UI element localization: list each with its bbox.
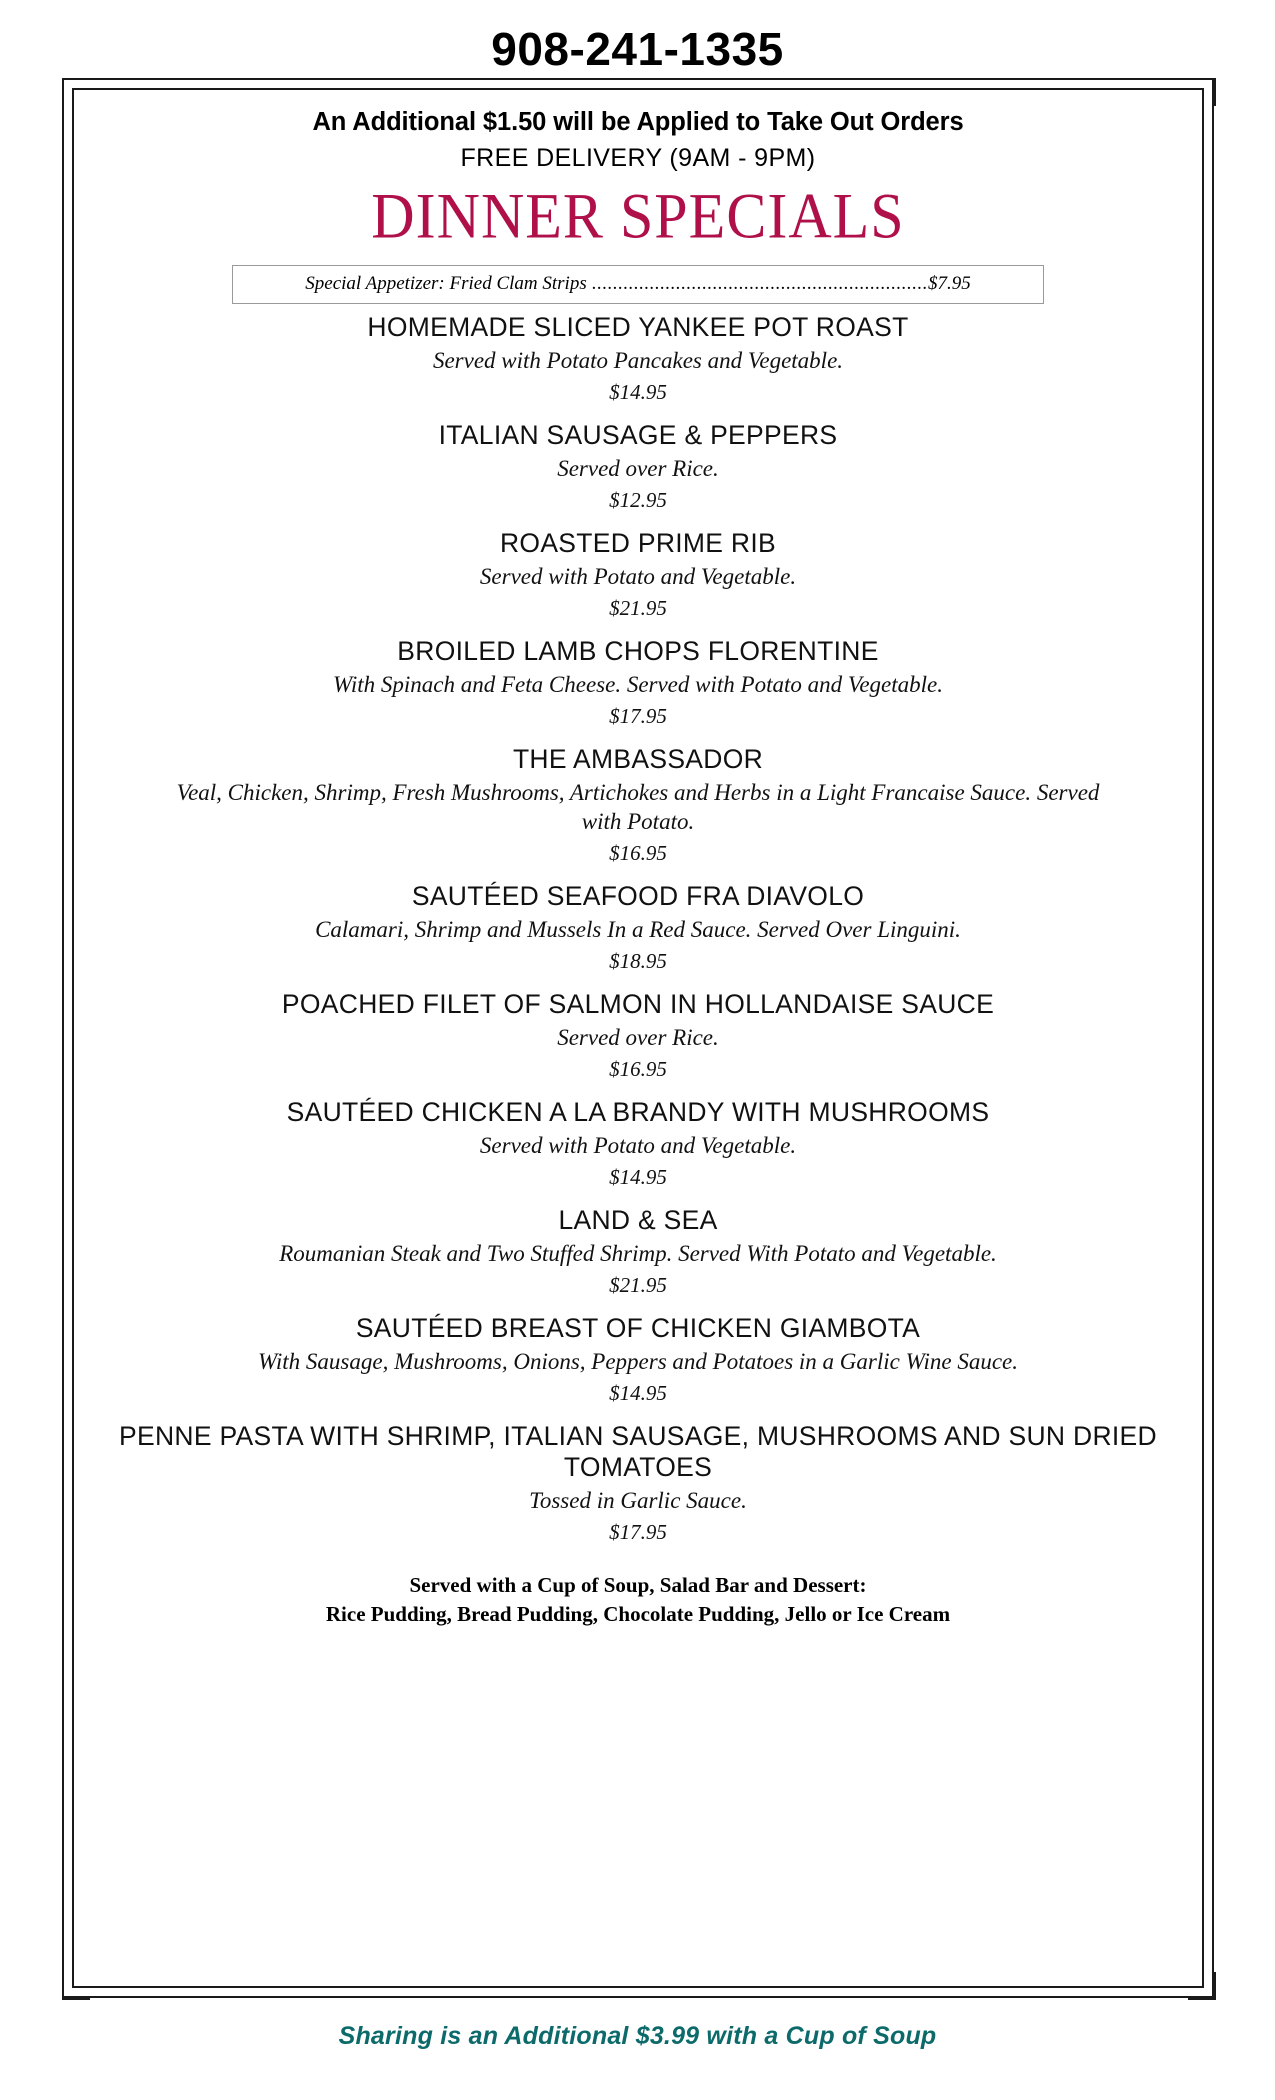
- menu-item-description: Calamari, Shrimp and Mussels In a Red Sauce. Served Over Linguini.: [315, 917, 961, 943]
- menu-item-name: SAUTÉED BREAST OF CHICKEN GIAMBOTA: [355, 1312, 921, 1343]
- menu-item-name: BROILED LAMB CHOPS FLORENTINE: [397, 636, 879, 667]
- menu-item: [92, 989, 1184, 1082]
- takeout-surcharge-note: An Additional $1.50 will be Applied to Take Out Orders: [312, 108, 964, 136]
- menu-item-name: LAND & SEA: [558, 1204, 718, 1235]
- special-appetizer-label: Special Appetizer: Fried Clam Strips: [305, 273, 587, 294]
- menu-item: [92, 312, 1184, 405]
- menu-item: [92, 1313, 1184, 1406]
- menu-item-price: $16.95: [609, 1056, 667, 1081]
- menu-item-name: SAUTÉED CHICKEN A LA BRANDY WITH MUSHROOMS: [286, 1096, 990, 1127]
- menu-item-name: ROASTED PRIME RIB: [499, 528, 777, 559]
- menu-item: [92, 1097, 1184, 1190]
- menu-item-name: SAUTÉED SEAFOOD FRA DIAVOLO: [411, 880, 865, 911]
- menu-item: [92, 744, 1184, 866]
- menu-item-price: $17.95: [609, 704, 667, 729]
- menu-item-name: THE AMBASSADOR: [512, 744, 764, 775]
- menu-item: [92, 636, 1184, 729]
- menu-item: [92, 420, 1184, 513]
- menu-item-price: $12.95: [609, 488, 667, 513]
- menu-item-description: Served with Potato and Vegetable.: [479, 564, 797, 590]
- menu-item-name: ITALIAN SAUSAGE & PEPPERS: [438, 420, 838, 451]
- menu-item-list: [92, 312, 1184, 1545]
- sharing-surcharge-note: Sharing is an Additional $3.99 with a Cup of Soup: [338, 2022, 937, 2050]
- menu-item-name: PENNE PASTA WITH SHRIMP, ITALIAN SAUSAGE, MUSHROOMS AND SUN DRIED TOMATOES: [119, 1420, 1157, 1483]
- menu-item-description: Veal, Chicken, Shrimp, Fresh Mushrooms, Artichokes and Herbs in a Light Francaise Sauce. Served with Potato.: [176, 780, 1100, 835]
- menu-item-price: $14.95: [609, 1164, 667, 1189]
- special-appetizer-dots: ................................................................: [586, 273, 928, 294]
- menu-item-description: Served over Rice.: [557, 456, 719, 482]
- menu-item-price: $17.95: [609, 1520, 667, 1545]
- page-title: DINNER SPECIALS: [371, 180, 905, 252]
- menu-item-description: Served over Rice.: [557, 1025, 719, 1051]
- menu-item: [92, 528, 1184, 621]
- menu-item-description: With Spinach and Feta Cheese. Served with Potato and Vegetable.: [332, 672, 944, 698]
- menu-item-price: $14.95: [609, 380, 667, 405]
- menu-item-description: Served with Potato Pancakes and Vegetable.: [432, 348, 844, 374]
- menu-item-price: $16.95: [609, 840, 667, 865]
- corner-ornament-bottom-left: [62, 1972, 90, 2000]
- menu-item-price: $18.95: [609, 948, 667, 973]
- includes-note-line-1: Served with a Cup of Soup, Salad Bar and Dessert:: [409, 1573, 867, 1598]
- includes-note: [92, 1571, 1184, 1628]
- menu-item: [92, 881, 1184, 974]
- corner-ornament-top-right: [1188, 78, 1216, 106]
- menu-item-description: Tossed in Garlic Sauce.: [529, 1488, 747, 1514]
- menu-item-description: Roumanian Steak and Two Stuffed Shrimp. Served With Potato and Vegetable.: [279, 1241, 997, 1267]
- menu-content: [92, 100, 1184, 1976]
- menu-item-description: With Sausage, Mushrooms, Onions, Peppers and Potatoes in a Garlic Wine Sauce.: [258, 1349, 1018, 1375]
- corner-ornament-bottom-right: [1188, 1972, 1216, 2000]
- special-appetizer-box: [232, 265, 1044, 304]
- special-appetizer-price: $7.95: [927, 273, 971, 294]
- restaurant-phone-number: 908-241-1335: [491, 23, 784, 75]
- menu-item: [92, 1205, 1184, 1298]
- free-delivery-note: FREE DELIVERY (9AM - 9PM): [460, 144, 816, 172]
- menu-item: [92, 1421, 1184, 1545]
- menu-item-name: POACHED FILET OF SALMON IN HOLLANDAISE SAUCE: [281, 988, 995, 1019]
- menu-item-description: Served with Potato and Vegetable.: [479, 1133, 797, 1159]
- menu-item-name: HOMEMADE SLICED YANKEE POT ROAST: [367, 312, 909, 342]
- menu-item-price: $14.95: [609, 1380, 667, 1405]
- menu-item-price: $21.95: [609, 596, 667, 621]
- menu-item-price: $21.95: [609, 1272, 667, 1297]
- includes-note-line-2: Rice Pudding, Bread Pudding, Chocolate Pudding, Jello or Ice Cream: [325, 1601, 951, 1626]
- corner-ornament-top-left: [62, 78, 90, 106]
